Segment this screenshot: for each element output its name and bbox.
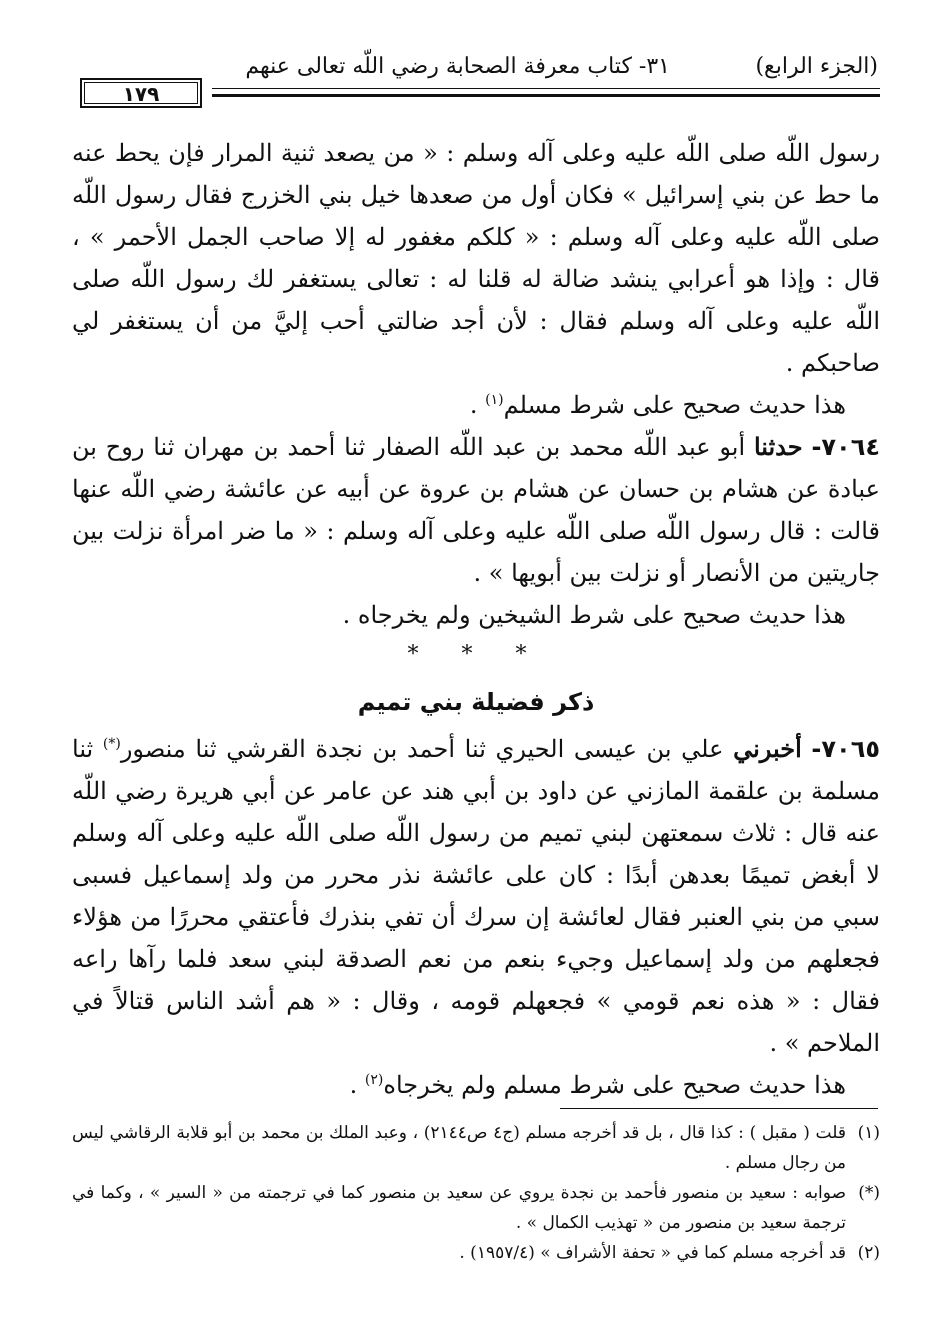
footnote-rule bbox=[560, 1108, 878, 1109]
section-separator: * * * bbox=[407, 642, 545, 667]
text-line: علي بن عيسى الحيري ثنا أحمد بن نجدة القرشي ثنا منصور bbox=[120, 735, 734, 763]
text-line: عبادة عن هشام بن حسان عن هشام بن عروة عن أبيه عن عائشة رضي اللّه عنها قالت : bbox=[72, 475, 880, 545]
verdict-end: . bbox=[349, 1071, 365, 1099]
header-rule-thin bbox=[212, 88, 880, 89]
text-line: ضالة له قلنا له : تعالى يستغفر لك رسول اللّه صلى اللّه عليه وعلى آله وسلم فقال : لأن bbox=[72, 265, 881, 335]
footnote-marker: (٢) bbox=[857, 1243, 880, 1263]
hadith-opening: حدثنا bbox=[753, 432, 803, 461]
footnotes bbox=[72, 1118, 880, 1268]
continuation-paragraph bbox=[72, 132, 880, 384]
footnote-ref: (*) bbox=[102, 736, 121, 752]
footnote-line: قلت ( مقبل ) : كذا قال ، بل قد أخرجه مسلم (ج٤ ص٢١٤٤) ، وعبد الملك بن محمد بن أبو قلابة bbox=[176, 1123, 846, 1143]
footnote-star bbox=[72, 1178, 880, 1238]
verdict-text: هذا حديث صحيح على شرط مسلم bbox=[503, 391, 846, 419]
text-line: رسول اللّه صلى اللّه عليه وعلى آله وسلم : « من يصعد ثنية المرار فإن يحط عنه ما حط عن bbox=[72, 139, 880, 209]
verdict-line bbox=[72, 1064, 880, 1106]
section-heading: ذكر فضيلة بني تميم bbox=[357, 688, 595, 716]
body-block-lower bbox=[72, 728, 880, 1106]
volume-label: (الجزء الرابع) bbox=[755, 54, 878, 79]
footnote-marker: (*) bbox=[858, 1183, 880, 1203]
hadith-7065 bbox=[72, 728, 880, 1064]
footnote-line: الرقاشي ليس من رجال مسلم . bbox=[72, 1123, 846, 1173]
text-line: الأنصار أو نزلت بين أبويها » . bbox=[473, 559, 761, 587]
text-line: بعدهن أبدًا : كان على عائشة نذر محرر من ولد إسماعيل فسبى سبي من بني العنبر فقال bbox=[72, 861, 880, 931]
footnote-line: وكما في ترجمة سعيد بن منصور من « تهذيب الكمال » . bbox=[72, 1183, 846, 1233]
text-line: مسلمة بن علقمة المازني عن داود بن أبي هند عن عامر عن أبي هريرة رضي اللّه عنه قال : bbox=[72, 777, 880, 847]
footnote-ref: (١) bbox=[485, 392, 504, 408]
verdict-line bbox=[72, 384, 880, 426]
text-line: قال رسول اللّه صلى اللّه عليه وعلى آله وسلم : « ما ضر امرأة نزلت بين جاريتين من bbox=[72, 517, 880, 587]
verdict-end: . bbox=[469, 391, 486, 419]
page-header bbox=[72, 48, 880, 106]
text-line: وقال : « هم أشد الناس قتالاً في الملاحم » . bbox=[72, 987, 880, 1057]
verdict-line: هذا حديث صحيح على شرط الشيخين ولم يخرجاه . bbox=[342, 601, 846, 629]
footnote-text bbox=[72, 1238, 846, 1268]
hadith-number: ٧٠٦٥- bbox=[811, 735, 880, 763]
footnote-ref: (٢) bbox=[364, 1072, 384, 1088]
text-line: بنعم من نعم الصدقة لبني سعد فلما رآها راعه فقال : « هذه نعم قومي » فجعهلم قومه ، bbox=[72, 945, 880, 1015]
footnote-line: قد أخرجه مسلم كما في « تحفة الأشراف » (١٩٥٧/٤) . bbox=[459, 1243, 846, 1263]
text-line: ثنا bbox=[72, 735, 103, 763]
verdict-text: هذا حديث صحيح على شرط مسلم ولم يخرجاه bbox=[383, 1071, 846, 1099]
header-rule-thick bbox=[212, 94, 880, 97]
footnote-2 bbox=[72, 1238, 880, 1268]
text-line: آله وسلم : « كلكم مغفور له إلا صاحب الجمل الأحمر » ، قال : وإذا هو أعرابي ينشد bbox=[72, 223, 880, 293]
footnote-line: صوابه : سعيد بن منصور فأحمد بن نجدة يروي عن سعيد بن منصور كما في ترجمته من « السير » ، bbox=[138, 1183, 847, 1203]
page-number-box bbox=[80, 78, 202, 108]
text-line: أجد ضالتي أحب إليَّ من أن يستغفر لي صاحبكم . bbox=[72, 307, 880, 377]
hadith-number: ٧٠٦٤- bbox=[811, 433, 880, 461]
chapter-title: ٣١- كتاب معرفة الصحابة رضي اللّه تعالى عنهم bbox=[245, 54, 670, 79]
text-line: لعائشة إن سرك أن تفي بنذرك فأعتقي محررًا من هؤلاء فجعلهم من ولد إسماعيل وجيء bbox=[72, 903, 880, 973]
footnote-marker: (١) bbox=[857, 1123, 880, 1143]
hadith-opening: أخبرني bbox=[733, 734, 802, 763]
footnote-1 bbox=[72, 1118, 880, 1178]
footnote-text bbox=[72, 1118, 846, 1178]
hadith-7064 bbox=[72, 426, 880, 594]
footnote-text bbox=[72, 1178, 846, 1238]
text-line: ثلاث سمعتهن لبني تميم من رسول اللّه صلى اللّه عليه وعلى آله وسلم لا أبغض تميمًا bbox=[72, 819, 880, 889]
text-line: أبو عبد اللّه محمد بن عبد اللّه الصفار ثنا أحمد بن مهران ثنا روح بن bbox=[72, 433, 754, 461]
body-block-upper bbox=[72, 132, 880, 636]
text-line: بني إسرائيل » فكان أول من صعدها خيل بني الخزرج فقال رسول اللّه صلى اللّه عليه وعلى bbox=[72, 181, 880, 251]
page-number: ١٧٩ bbox=[122, 82, 160, 106]
